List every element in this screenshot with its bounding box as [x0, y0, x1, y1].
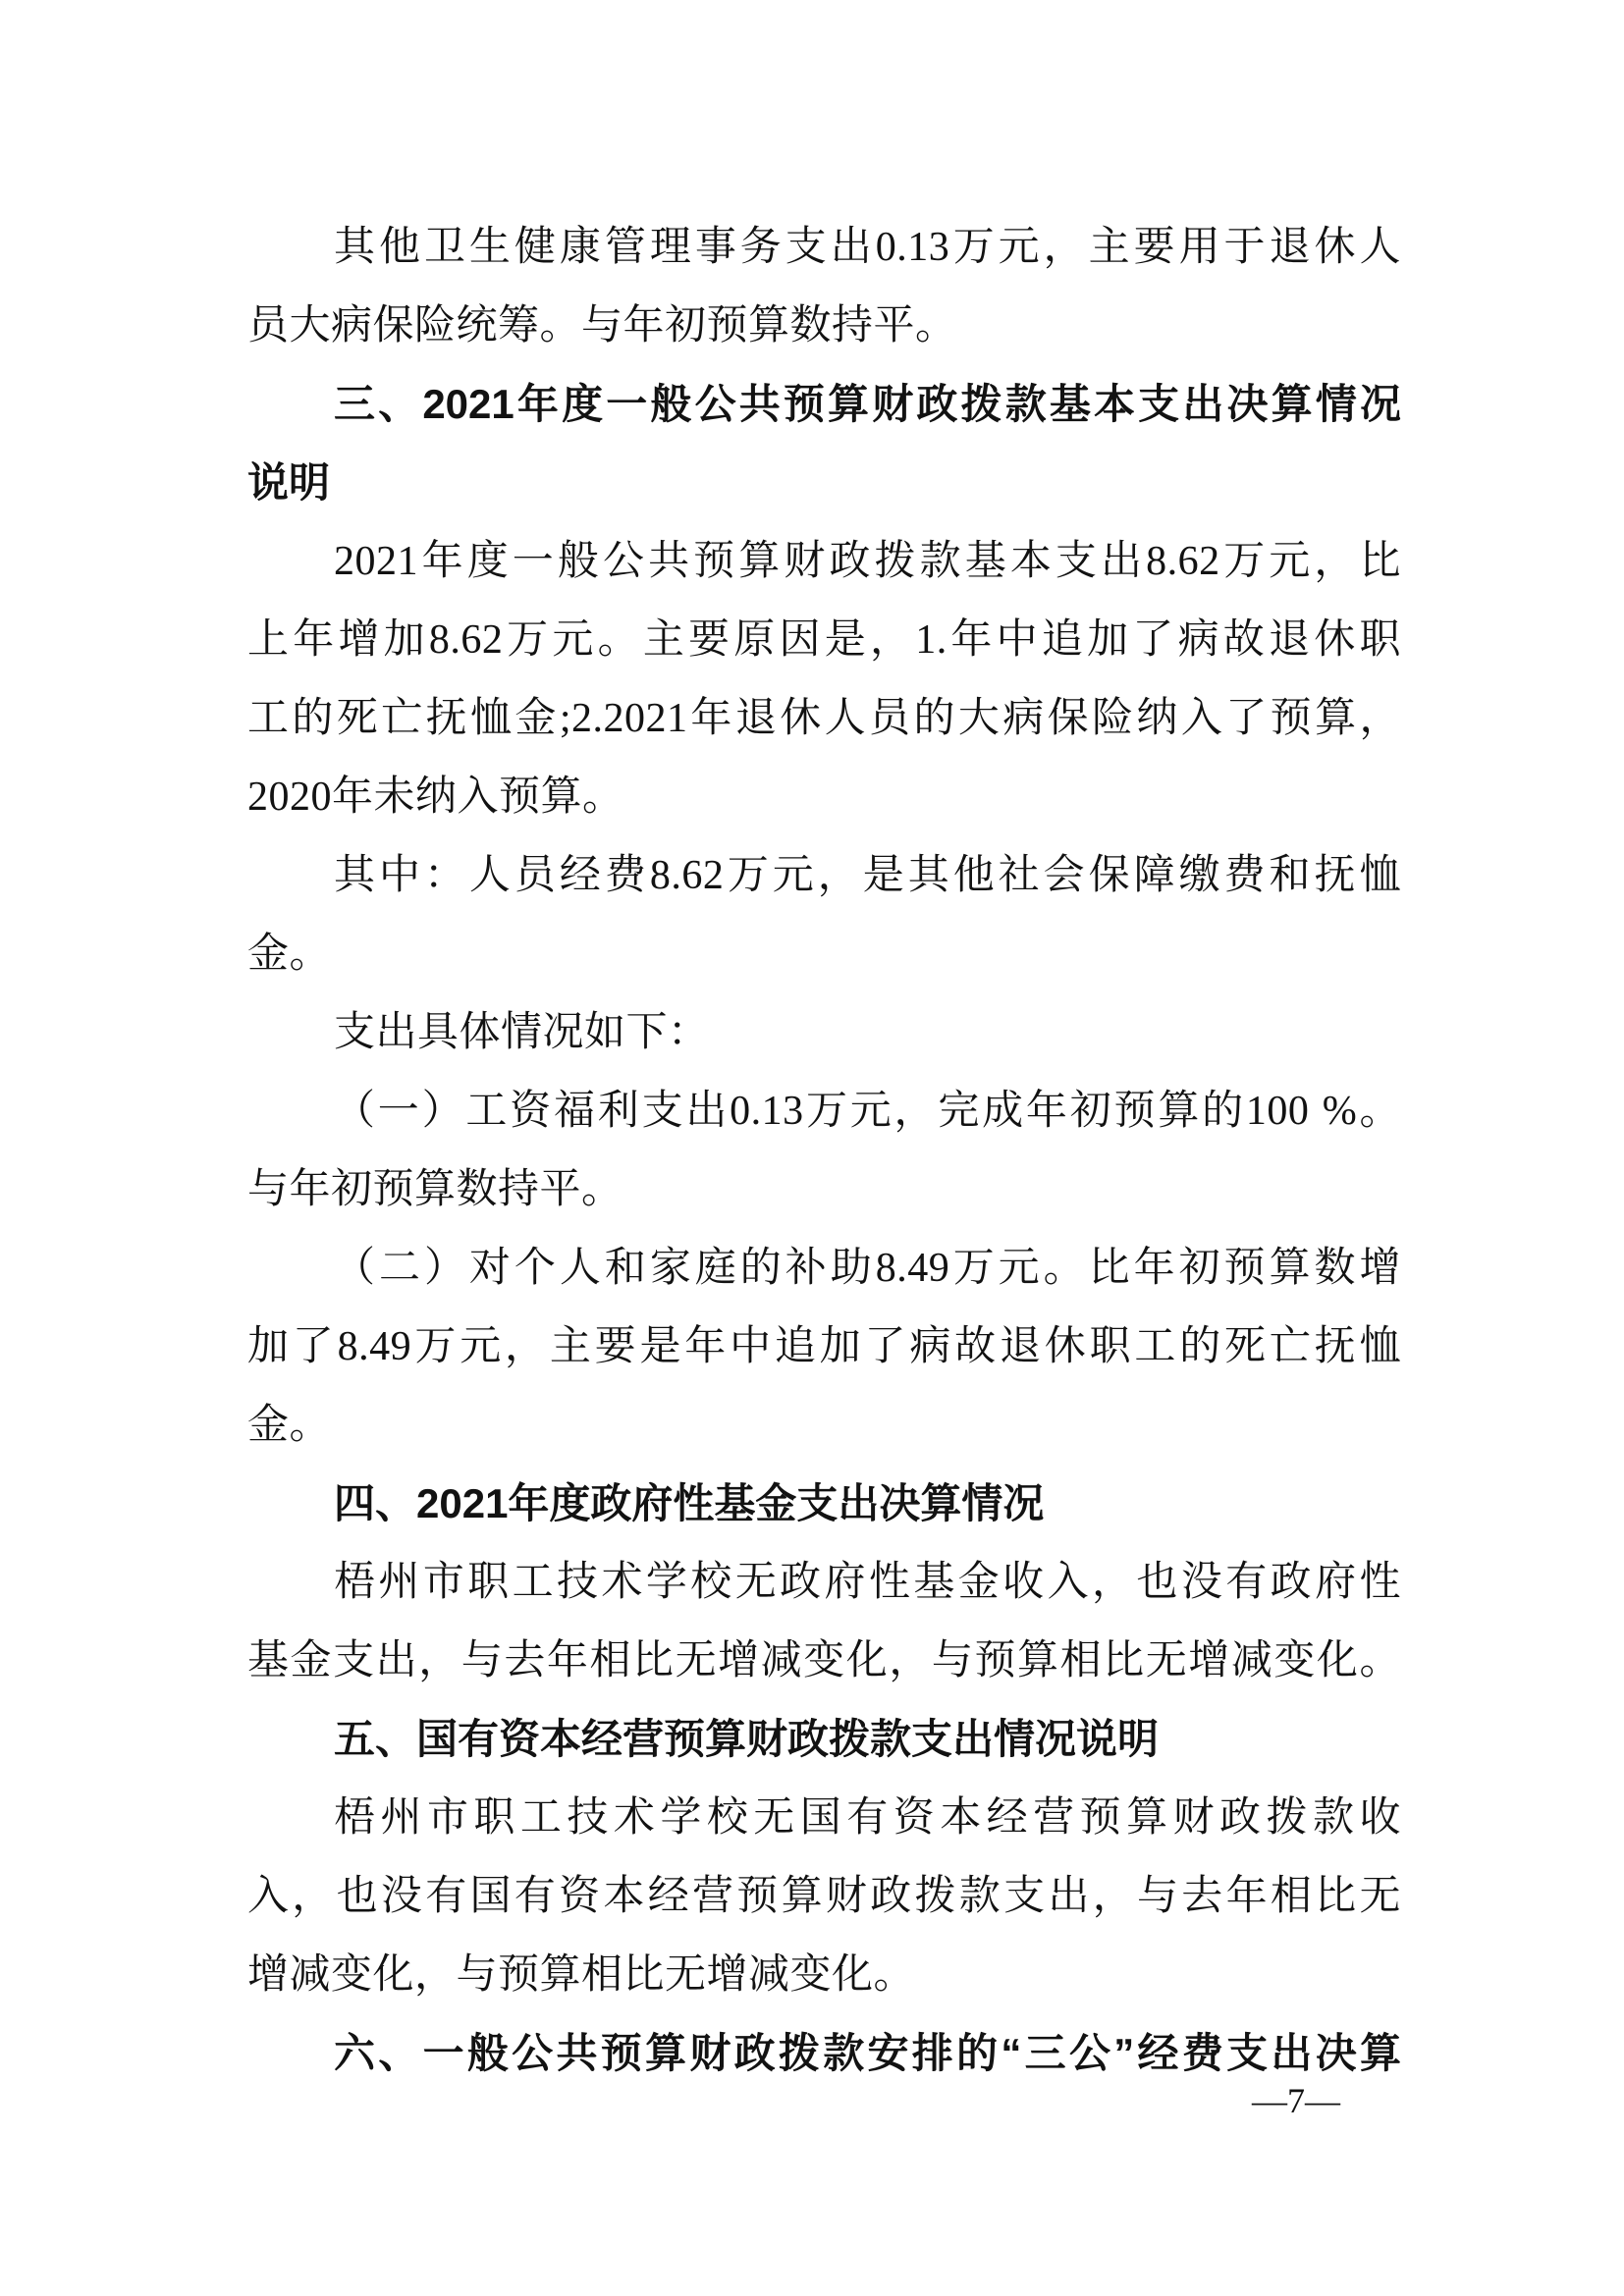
section-heading-4: 四、2021年度政府性基金支出决算情况 [334, 1480, 1045, 1526]
body-line: 其他卫生健康管理事务支出0.13万元，主要用于退休人 [334, 225, 1401, 270]
body-line: 加了8.49万元，主要是年中追加了病故退休职工的死亡抚恤 [247, 1324, 1401, 1369]
body-line: 支出具体情况如下： [334, 1010, 710, 1055]
body-line: 其中：人员经费8.62万元，是其他社会保障缴费和抚恤 [334, 853, 1401, 898]
body-line: 梧州市职工技术学校无国有资本经营预算财政拨款收 [334, 1795, 1401, 1841]
body-line: 基金支出，与去年相比无增减变化，与预算相比无增减变化。 [247, 1638, 1401, 1683]
body-line: 2021年度一般公共预算财政拨款基本支出8.62万元，比 [334, 539, 1401, 584]
body-line: 与年初预算数持平。 [247, 1167, 623, 1212]
document-text-block [247, 208, 1401, 2093]
body-line: 金。 [247, 1403, 332, 1448]
body-line: 工的死亡抚恤金;2.2021年退休人员的大病保险纳入了预算， [247, 696, 1401, 741]
body-line: （一）工资福利支出0.13万元，完成年初预算的100 %。 [334, 1089, 1401, 1134]
section-heading-3: 三、2021年度一般公共预算财政拨款基本支出决算情况 [334, 381, 1401, 427]
section-heading-6: 六、一般公共预算财政拨款安排的“三公”经费支出决算 [334, 2030, 1401, 2076]
body-line: 增减变化，与预算相比无增减变化。 [247, 1952, 916, 1998]
page-number: —7— [1252, 2081, 1340, 2120]
body-line: （二）对个人和家庭的补助8.49万元。比年初预算数增 [334, 1246, 1401, 1291]
body-line: 员大病保险统筹。与年初预算数持平。 [247, 303, 957, 348]
section-heading-3-cont: 说明 [247, 459, 331, 506]
body-line: 金。 [247, 932, 332, 977]
body-line: 上年增加8.62万元。主要原因是，1.年中追加了病故退休职 [247, 617, 1401, 663]
section-heading-5: 五、国有资本经营预算财政拨款支出情况说明 [334, 1716, 1160, 1762]
body-line: 入，也没有国有资本经营预算财政拨款支出，与去年相比无 [247, 1874, 1401, 1919]
body-line: 2020年未纳入预算。 [247, 774, 624, 820]
body-line: 梧州市职工技术学校无政府性基金收入，也没有政府性 [334, 1560, 1401, 1605]
